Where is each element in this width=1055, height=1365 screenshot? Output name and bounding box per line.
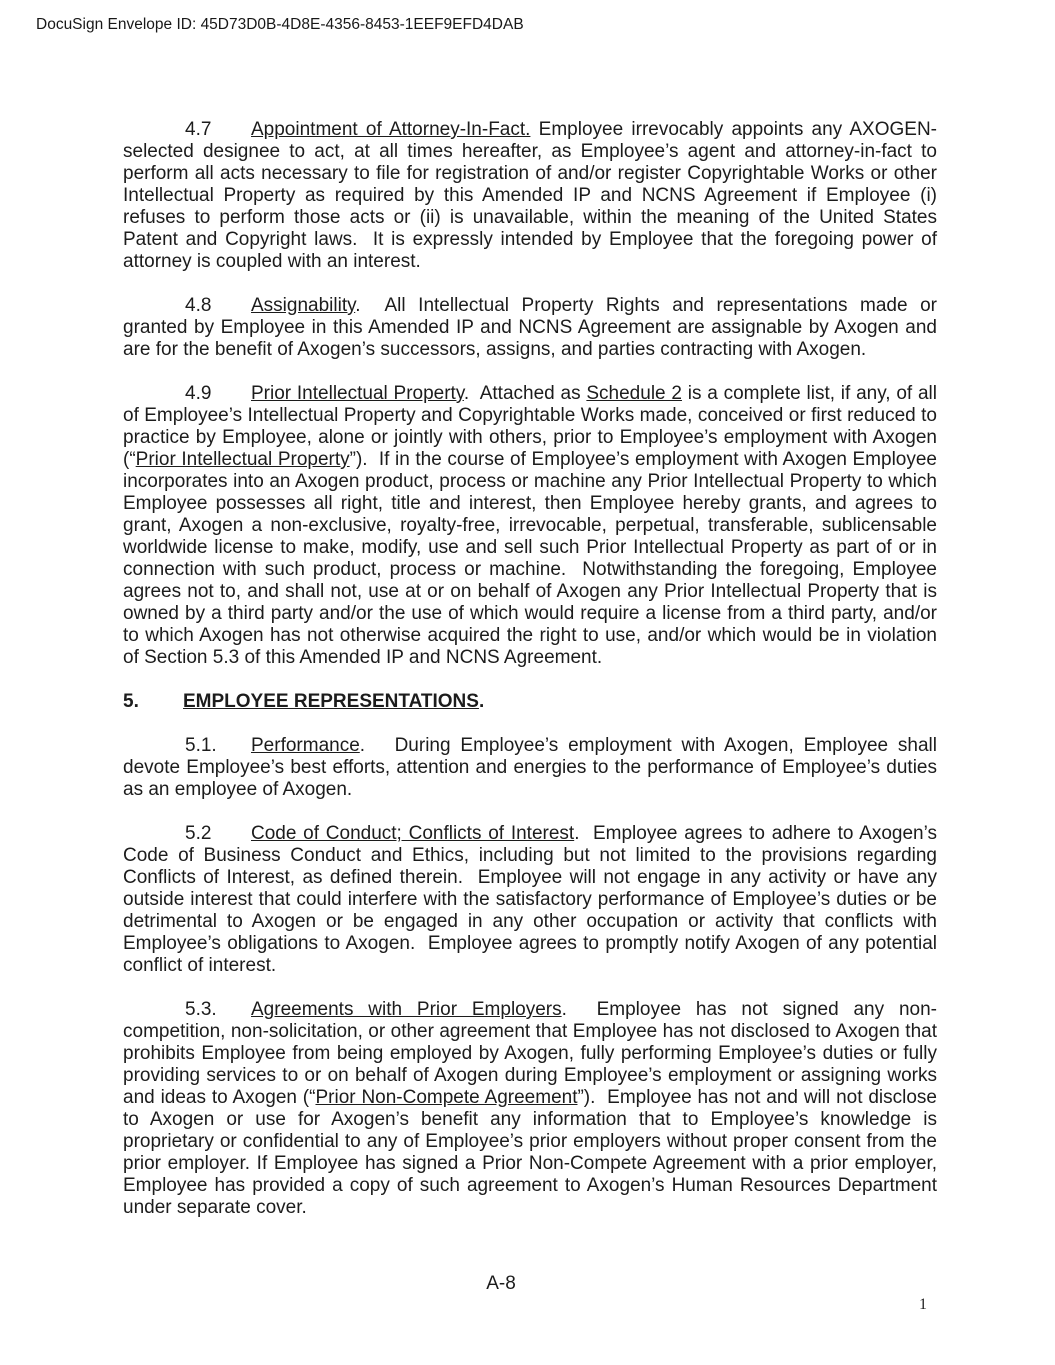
text-run: . bbox=[478, 691, 485, 712]
section-number-text: 5.3. bbox=[185, 999, 217, 1020]
text-run: ”). Employee has not and will not disclose to Axogen or use for Axogen’s benefit any information that to Employee’s knowledge is proprietary or confidential to any of Employee’s prior employers without proper consent from the prior employer. If Employee has signed a Prior Non-Compete Agreement with a prior employer, Employee has provided a copy of such agreement to Axogen’s Human Resources Department under separate cover. bbox=[123, 1087, 937, 1218]
section-number bbox=[185, 823, 251, 845]
section-paragraph-5.3. bbox=[123, 999, 937, 1219]
text-run: is a complete list, if any, of all of Employee’s Intellectual Property and Copyrightable Works made, conceived or first reduced to practice by Employee, alone or jointly with others, prior to Employee’s employment with Axogen (“ bbox=[123, 383, 937, 470]
footer-page-label: A-8 bbox=[486, 1273, 516, 1294]
underlined-text-run: Appointment of Attorney-In-Fact. bbox=[251, 119, 531, 140]
underlined-text-run: Agreements with Prior Employers bbox=[251, 999, 562, 1020]
text-run: . Attached as bbox=[463, 383, 587, 404]
section-number-text: 5. bbox=[123, 691, 139, 712]
section-number bbox=[185, 119, 251, 141]
section-number bbox=[185, 295, 251, 317]
section-number bbox=[185, 735, 251, 757]
underlined-text-run: Prior Intellectual Property bbox=[251, 383, 464, 404]
text-run: . All Intellectual Property Rights and representations made or granted by Employee in this Amended IP and NCNS Agreement are assignable by Axogen and are for the benefit of Axogen’s successors, assigns, and parties contracting with Axogen. bbox=[123, 295, 937, 360]
underlined-text-run: Prior Intellectual Property bbox=[135, 449, 350, 470]
section-paragraph-4.7 bbox=[123, 119, 937, 273]
heading-paragraph-5. bbox=[123, 691, 937, 713]
section-number-text: 4.7 bbox=[185, 119, 212, 140]
section-paragraph-4.9 bbox=[123, 383, 937, 669]
text-run: Employee irrevocably appoints any AXOGEN-selected designee to act, at all times hereafter, as Employee’s agent and attorney-in-fact to perform all acts necessary to file for registration of and/or register Copyrightable Works or other Intellectual Property as required by this Amended IP and NCNS Agreement if Employee (i) refuses to perform those acts or (ii) is unavailable, within the meaning of the United States Patent and Copyright laws. It is expressly intended by Employee that the foregoing power of attorney is coupled with an interest. bbox=[123, 119, 937, 272]
underlined-text-run: EMPLOYEE REPRESENTATIONS bbox=[183, 691, 479, 712]
text-run: . During Employee’s employment with Axogen, Employee shall devote Employee’s best efforts, attention and energies to the performance of Employee’s duties as an employee of Axogen. bbox=[123, 735, 937, 800]
section-number bbox=[123, 691, 183, 713]
page-content bbox=[123, 119, 937, 1241]
text-run: ”). If in the course of Employee’s employment with Axogen Employee incorporates into an Axogen product, process or machine any Prior Intellectual Property to which Employee possesses all right, title and interest, then Employee hereby grants, and agrees to grant, Axogen a non-exclusive, royalty-free, irrevocable, perpetual, transferable, sublicensable worldwide license to make, modify, use and sell such Prior Intellectual Property as part of or in connection with such product, process or machine. Notwithstanding the foregoing, Employee agrees not to, and shall not, use at or on behalf of Axogen any Prior Intellectual Property that is owned by a third party and/or the use of which would require a license from a third party, and/or to which Axogen has not otherwise acquired the right to use, and/or which would be in violation of Section 5.3 of this Amended IP and NCNS Agreement. bbox=[123, 449, 938, 668]
underlined-text-run: Assignability bbox=[251, 295, 356, 316]
footer-page-number: 1 bbox=[919, 1296, 927, 1313]
section-paragraph-5.1. bbox=[123, 735, 937, 801]
underlined-text-run: Prior Non-Compete Agreement bbox=[315, 1087, 578, 1108]
section-number-text: 5.2 bbox=[185, 823, 212, 844]
section-number-text: 4.9 bbox=[185, 383, 212, 404]
section-number bbox=[185, 383, 251, 405]
text-run: . Employee agrees to adhere to Axogen’s Code of Business Conduct and Ethics, including but not limited to the provisions regarding Conflicts of Interest, as defined therein. Employee will not engage in any activity or have any outside interest that could interfere with the satisfactory performance of Employee’s duties or be detrimental to Axogen or be engaged in any other occupation or activity that conflicts with Employee’s obligations to Axogen. Employee agrees to promptly notify Axogen of any potential conflict of interest. bbox=[123, 823, 937, 976]
underlined-text-run: Code of Conduct; Conflicts of Interest bbox=[251, 823, 575, 844]
section-paragraph-4.8 bbox=[123, 295, 937, 361]
section-paragraph-5.2 bbox=[123, 823, 937, 977]
underlined-text-run: Performance bbox=[251, 735, 360, 756]
section-number-text: 5.1. bbox=[185, 735, 217, 756]
text-run: . Employee has not signed any non-competition, non-solicitation, or other agreement that Employee has not disclosed to Axogen that prohibits Employee from being employed by Axogen, fully performing Employee’s duties or fully providing services to or on behalf of Axogen during Employee’s employment or assigning works and ideas to Axogen (“ bbox=[123, 999, 937, 1108]
underlined-text-run: Schedule 2 bbox=[586, 383, 682, 404]
section-number bbox=[185, 999, 251, 1021]
docusign-envelope-id: DocuSign Envelope ID: 45D73D0B-4D8E-4356-8453-1EEF9EFD4DAB bbox=[36, 16, 524, 33]
section-number-text: 4.8 bbox=[185, 295, 212, 316]
